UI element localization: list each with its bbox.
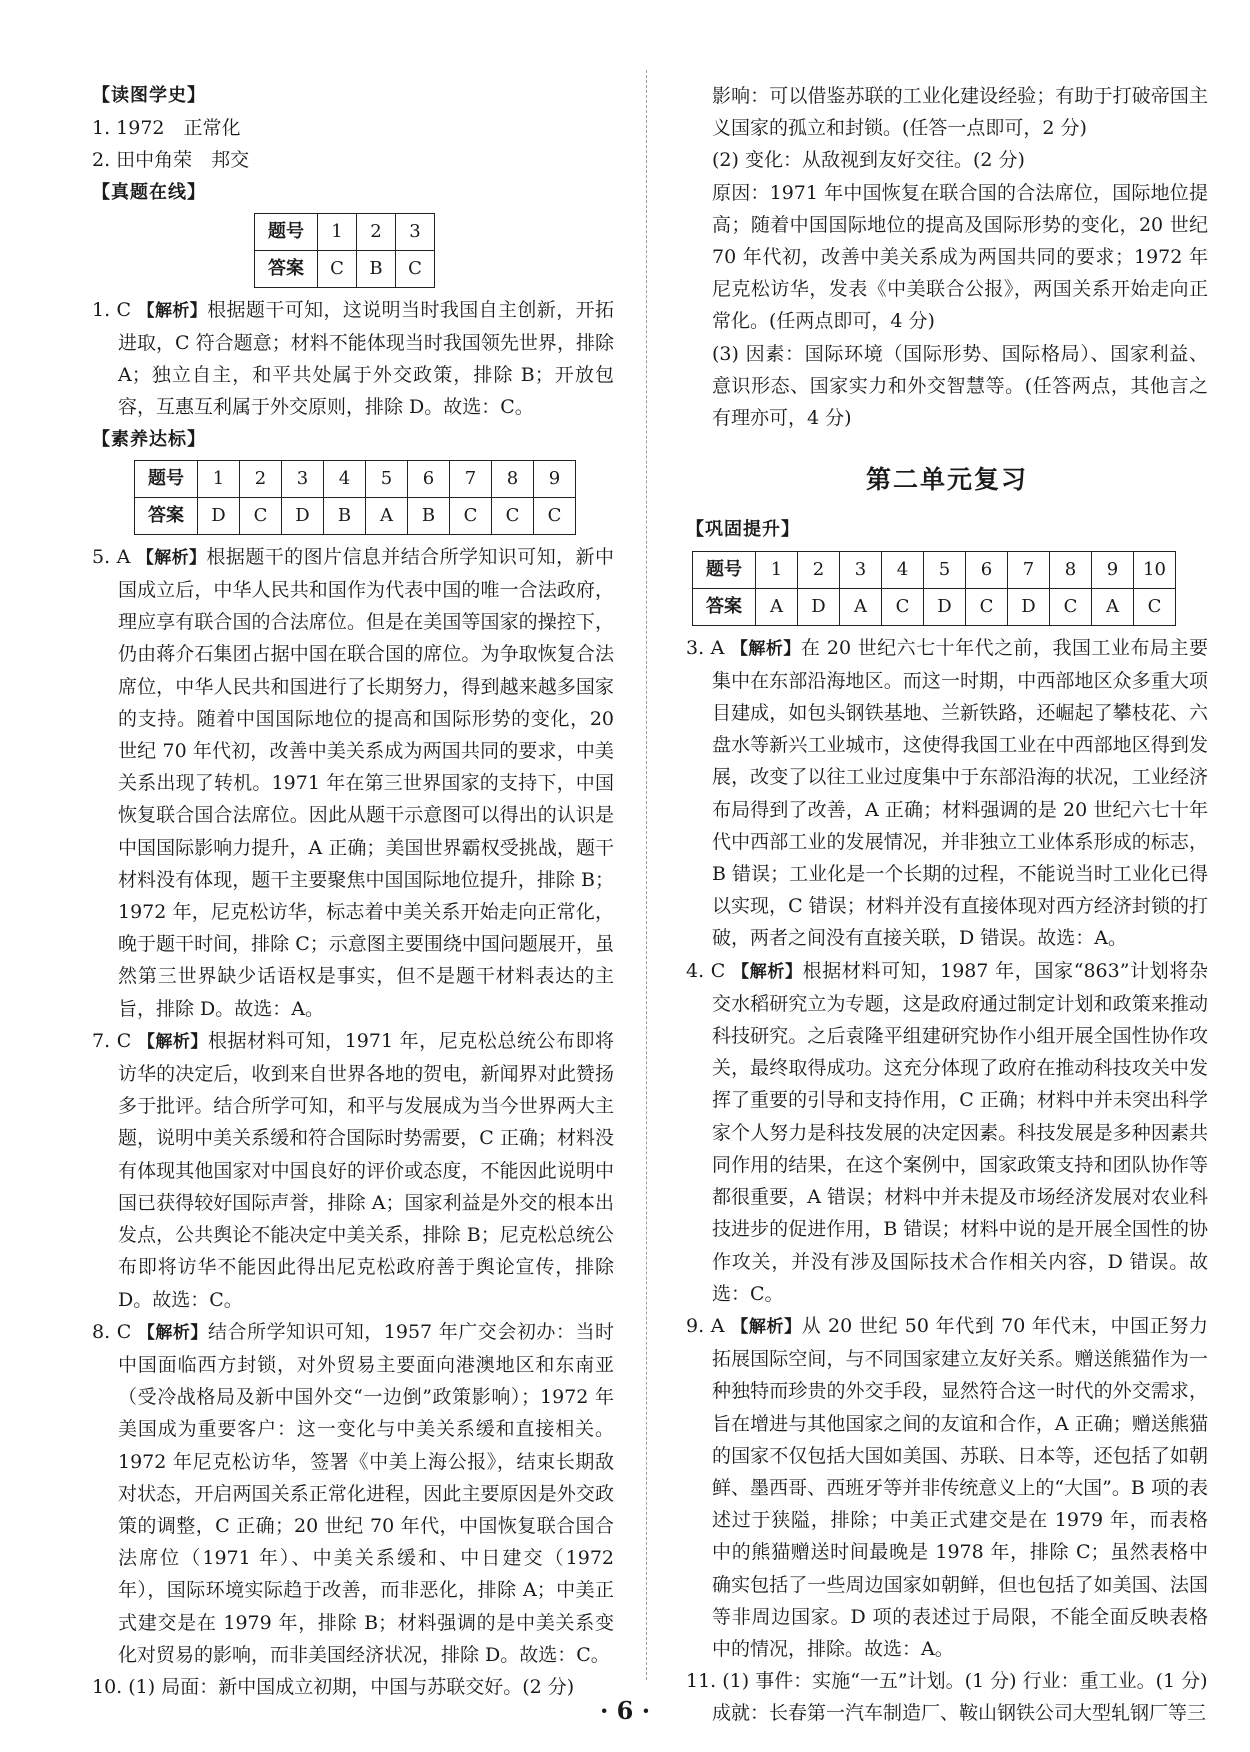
answer-line-2: 2. 田中角荣 邦交 bbox=[92, 149, 250, 172]
answer-q11-achievement: 成就：长春第一汽车制造厂、鞍山钢铁公司大型轧钢厂等三 bbox=[712, 1702, 1207, 1725]
answer-q10-continued: 影响：可以借鉴苏联的工业化建设经验；有助于打破帝国主义国家的孤立和封锁。(任答一点即可，2 分) bbox=[712, 85, 1208, 140]
table-cell: C bbox=[396, 250, 435, 287]
table-cell: A bbox=[366, 497, 408, 534]
table-cell: 6 bbox=[966, 551, 1008, 588]
answer-q10-part1: 10. (1) 局面：新中国成立初期，中国与苏联交好。(2 分) bbox=[92, 1675, 575, 1698]
table-cell: 2 bbox=[798, 551, 840, 588]
table-cell: 1 bbox=[318, 213, 357, 250]
table-row bbox=[135, 497, 576, 534]
table-header-cell: 答案 bbox=[255, 250, 318, 287]
table-cell: 5 bbox=[366, 460, 408, 497]
table-cell: 3 bbox=[282, 460, 324, 497]
table-cell: 8 bbox=[1050, 551, 1092, 588]
table-cell: 10 bbox=[1134, 551, 1176, 588]
table-cell: 5 bbox=[924, 551, 966, 588]
table-header-cell: 答案 bbox=[135, 497, 198, 534]
explanation-text: 根据题干的图片信息并结合所学知识可知，新中国成立后，中华人民共和国作为代表中国的唯一合法政府，理应享有联合国的合法席位。但是在美国等国家的操控下，仍由蒋介石集团占据中国在联合国的席位。为争取恢复合法席位，中华人民共和国进行了长期努力，得到越来越多国家的支持。随着中国国际地位的提高和国际形势的变化，20 世纪 70 年代初，改善中美关系成为两国共同的要求，中美关系出现了转机。1971 年在第三世界国家的支持下，中国恢复联合国合法席位。因此从题干示意图可以得出的认识是中国国际影响力提升，A 正确；美国世界霸权受挑战，题干材料没有体现，题干主要聚焦中国国际地位提升，排除 B；1972 年，尼克松访华，标志着中美关系开始走向正常化，晚于题干时间，排除 C；示意图主要围绕中国问题展开，虽然第三世界缺少话语权是事实，但不是题干材料表达的主旨，排除 D。故选：A。 bbox=[118, 545, 614, 1020]
question-number: 8. C bbox=[92, 1320, 138, 1343]
analysis-tag: 【解析】 bbox=[732, 961, 803, 982]
right-column bbox=[686, 80, 1208, 1730]
table-cell: C bbox=[492, 497, 534, 534]
table-cell: 7 bbox=[450, 460, 492, 497]
table-cell: D bbox=[282, 497, 324, 534]
table-cell: B bbox=[408, 497, 450, 534]
unit-title: 第二单元复习 bbox=[865, 465, 1028, 495]
table-cell: 2 bbox=[240, 460, 282, 497]
table-cell: A bbox=[1092, 588, 1134, 625]
analysis-tag: 【解析】 bbox=[136, 547, 207, 568]
table-cell: C bbox=[450, 497, 492, 534]
analysis-tag: 【解析】 bbox=[137, 1031, 208, 1052]
table-cell: 9 bbox=[1092, 551, 1134, 588]
answer-table-real-exam bbox=[254, 213, 435, 288]
table-row bbox=[255, 250, 435, 287]
analysis-tag: 【解析】 bbox=[137, 300, 208, 321]
table-cell: C bbox=[534, 497, 576, 534]
table-cell: C bbox=[966, 588, 1008, 625]
question-number: 5. A bbox=[92, 545, 137, 568]
explanation-q3 bbox=[686, 632, 1208, 955]
analysis-tag: 【解析】 bbox=[137, 1322, 208, 1343]
table-row bbox=[693, 588, 1176, 625]
table-cell: A bbox=[756, 588, 798, 625]
table-cell: 3 bbox=[840, 551, 882, 588]
table-cell: 7 bbox=[1008, 551, 1050, 588]
question-number: 4. C bbox=[686, 959, 733, 982]
table-cell: 3 bbox=[396, 213, 435, 250]
answer-table-literacy bbox=[134, 460, 576, 535]
table-header-cell: 答案 bbox=[693, 588, 756, 625]
table-cell: C bbox=[318, 250, 357, 287]
explanation-text: 在 20 世纪六七十年代之前，我国工业布局主要集中在东部沿海地区。而这一时期，中西部地区众多重大项目建成，如包头钢铁基地、兰新铁路，还崛起了攀枝花、六盘水等新兴工业城市，这使得我国工业在中西部地区得到发展，改变了以往工业过度集中于东部沿海的状况，工业经济布局得到了改善，A 正确；材料强调的是 20 世纪六七十年代中西部工业的发展情况，并非独立工业体系形成的标志，B 错误；工业化是一个长期的过程，不能说当时工业化已得以实现，C 错误；材料并没有直接体现对西方经济封锁的打破，两者之间没有直接关联，D 错误。故选：A。 bbox=[712, 636, 1208, 950]
explanation-q1 bbox=[92, 294, 614, 424]
explanation-text: 根据材料可知，1971 年，尼克松总统公布即将访华的决定后，收到来自世界各地的贺电，新闻界对此赞扬多于批评。结合所学可知，和平与发展成为当今世界两大主题，说明中美关系缓和符合国际时势需要，C 正确；材料没有体现其他国家对中国良好的评价或态度，不能因此说明中国已获得较好国际声誉，排除 A；国家利益是外交的根本出发点，公共舆论不能决定中美关系，排除 B；尼克松总统公布即将访华不能因此得出尼克松政府善于舆论宣传，排除 D。故选：C。 bbox=[118, 1029, 614, 1311]
table-cell: 4 bbox=[882, 551, 924, 588]
explanation-text: 根据题干可知，这说明当时我国自主创新，开拓进取，C 符合题意；材料不能体现当时我国领先世界，排除 A；独立自主，和平共处属于外交政策，排除 B；开放包容，互惠互利属于外交原则，排除 D。故选：C。 bbox=[118, 298, 614, 419]
table-cell: 1 bbox=[198, 460, 240, 497]
table-row bbox=[255, 213, 435, 250]
answer-q10-part3: (3) 因素：国际环境（国际形势、国际格局）、国家利益、意识形态、国家实力和外交智慧等。(任答两点，其他言之有理亦可，4 分) bbox=[712, 342, 1208, 430]
table-cell: D bbox=[1008, 588, 1050, 625]
left-column bbox=[92, 80, 614, 1703]
question-number: 1. C bbox=[92, 298, 138, 321]
table-cell: C bbox=[882, 588, 924, 625]
explanation-q8 bbox=[92, 1316, 614, 1671]
explanation-q7 bbox=[92, 1025, 614, 1316]
table-cell: C bbox=[240, 497, 282, 534]
analysis-tag: 【解析】 bbox=[731, 1316, 802, 1337]
answer-line-1: 1. 1972 正常化 bbox=[92, 117, 241, 140]
table-cell: 2 bbox=[357, 213, 396, 250]
question-number: 9. A bbox=[686, 1314, 732, 1337]
explanation-q5 bbox=[92, 541, 614, 1025]
table-cell: D bbox=[198, 497, 240, 534]
explanation-text: 根据材料可知，1987 年，国家“863”计划将杂交水稻研究立为专题，这是政府通过制定计划和政策来推动科技研究。之后袁隆平组建研究协作小组开展全国性协作攻关，最终取得成功。这充分体现了政府在推动科技攻关中发挥了重要的引导和支持作用，C 正确；材料中并未突出科学家个人努力是科技发展的决定因素。科技发展是多种因素共同作用的结果，在这个案例中，国家政策支持和团队协作等都很重要，A 错误；材料中并未提及市场经济发展对农业科技进步的促进作用，B 错误；材料中说的是开展全国性的协作攻关，并没有涉及国际技术合作相关内容，D 错误。故选：C。 bbox=[712, 959, 1209, 1305]
table-header-cell: 题号 bbox=[693, 551, 756, 588]
answer-q10-part2-change: (2) 变化：从敌视到友好交往。(2 分) bbox=[712, 149, 1025, 172]
table-header-cell: 题号 bbox=[255, 213, 318, 250]
table-row bbox=[693, 551, 1176, 588]
section-label-read-map: 【读图学史】 bbox=[92, 85, 206, 106]
explanation-q4 bbox=[686, 955, 1208, 1310]
explanation-q9 bbox=[686, 1310, 1208, 1665]
column-divider bbox=[646, 70, 647, 1680]
table-cell: 9 bbox=[534, 460, 576, 497]
table-row bbox=[135, 460, 576, 497]
explanation-text: 结合所学知识可知，1957 年广交会初办：当时中国面临西方封锁，对外贸易主要面向港澳地区和东南亚（受冷战格局及新中国外交“一边倒”政策影响）；1972 年美国成为重要客户：这一变化与中美关系缓和直接相关。1972 年尼克松访华，签署《中美上海公报》，结束长期敌对状态，开启两国关系正常化进程，因此主要原因是外交政策的调整，C 正确；20 世纪 70 年代，中国恢复联合国合法席位（1971 年）、中美关系缓和、中日建交（1972 年），国际环境实际趋于改善，而非恶化，排除 A；中美正式建交是在 1979 年，排除 B；材料强调的是中美关系变化对贸易的影响，而非美国经济状况，排除 D。故选：C。 bbox=[118, 1320, 614, 1666]
table-cell: 1 bbox=[756, 551, 798, 588]
table-cell: C bbox=[1050, 588, 1092, 625]
table-cell: 6 bbox=[408, 460, 450, 497]
table-cell: D bbox=[924, 588, 966, 625]
table-header-cell: 题号 bbox=[135, 460, 198, 497]
analysis-tag: 【解析】 bbox=[730, 638, 801, 659]
table-cell: B bbox=[357, 250, 396, 287]
table-cell: B bbox=[324, 497, 366, 534]
question-number: 7. C bbox=[92, 1029, 138, 1052]
table-cell: 8 bbox=[492, 460, 534, 497]
answer-q11-part1: 11. (1) 事件：实施“一五”计划。(1 分) 行业：重工业。(1 分) bbox=[686, 1670, 1208, 1693]
table-cell: 4 bbox=[324, 460, 366, 497]
question-number: 3. A bbox=[686, 636, 731, 659]
answer-table-consolidate bbox=[692, 551, 1176, 626]
section-label-literacy: 【素养达标】 bbox=[92, 428, 206, 450]
table-cell: D bbox=[798, 588, 840, 625]
section-label-real-exam: 【真题在线】 bbox=[92, 181, 206, 203]
table-cell: A bbox=[840, 588, 882, 625]
explanation-text: 从 20 世纪 50 年代到 70 年代末，中国正努力拓展国际空间，与不同国家建立友好关系。赠送熊猫作为一种独特而珍贵的外交手段，显然符合这一时代的外交需求，旨在增进与其他国家之间的友谊和合作，A 正确；赠送熊猫的国家不仅包括大国如美国、苏联、日本等，还包括了如朝鲜、墨西哥、西班牙等并非传统意义上的“大国”。B 项的表述过于狭隘，排除；中美正式建交是在 1979 年，而表格中的熊猫赠送时间最晚是 1978 年，排除 C；虽然表格中确实包括了一些周边国家如朝鲜，但也包括了如美国、法国等非周边国家。D 项的表述过于局限，不能全面反映表格中的情况，排除。故选：A。 bbox=[712, 1314, 1208, 1660]
answer-q10-part2-reason: 原因：1971 年中国恢复在联合国的合法席位，国际地位提高；随着中国国际地位的提高及国际形势的变化，20 世纪 70 年代初，改善中美关系成为两国共同的要求；1972 年尼克松访华，发表《中美联合公报》，两国关系开始走向正常化。(任两点即可，4 分) bbox=[712, 181, 1208, 333]
table-cell: C bbox=[1134, 588, 1176, 625]
section-label-consolidate: 【巩固提升】 bbox=[686, 519, 800, 541]
page-number: · 6 · bbox=[599, 1696, 651, 1725]
